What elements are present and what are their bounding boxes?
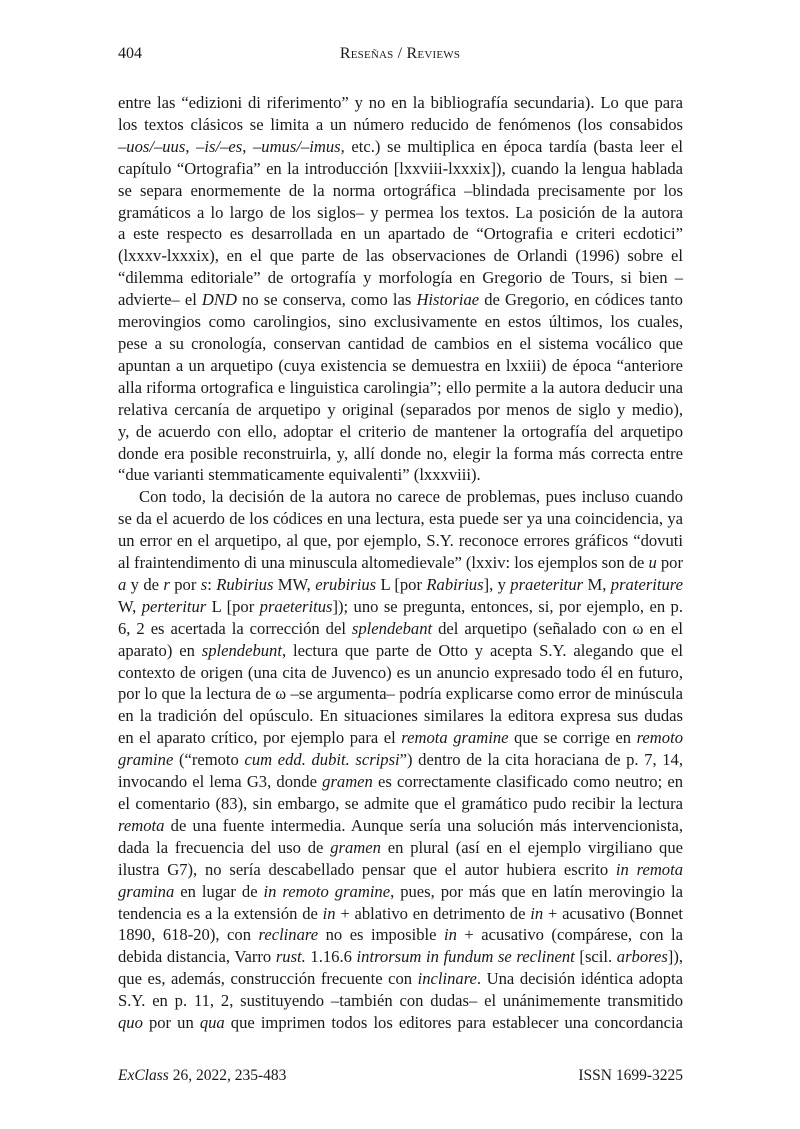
text-line xyxy=(118,333,683,355)
text-line xyxy=(118,1012,683,1034)
text: Con todo, la decisión de la autora no carece de problemas, pues incluso cuando xyxy=(139,487,683,507)
text-line xyxy=(118,421,683,443)
text: del arquetipo (señalado con ω en el xyxy=(432,618,683,638)
issn: ISSN 1699-3225 xyxy=(578,1067,683,1084)
paragraph xyxy=(118,92,683,486)
italic-text: in xyxy=(443,925,457,945)
text: no es imposible xyxy=(318,925,444,945)
text: gramáticos a lo largo de los siglos– y permea los textos. La posición de la autora xyxy=(118,202,683,222)
text-line xyxy=(118,508,683,530)
text-line xyxy=(118,443,683,465)
text: por xyxy=(656,553,683,573)
italic-text: r xyxy=(163,574,170,594)
text: dada la frecuencia del uso de xyxy=(118,837,331,857)
text: + ablativo en detrimento de xyxy=(335,903,531,923)
text: ]); uno se pregunta, entonces, si, por ejemplo, en p. xyxy=(332,596,683,616)
text: (“remoto xyxy=(173,750,245,770)
italic-text: Rubirius xyxy=(216,574,274,594)
italic-text: –umus/–imus, xyxy=(252,136,345,156)
text: “due varianti stemmaticamente equivalenti” (lxxxviii). xyxy=(118,465,481,485)
text: entre las “edizioni di riferimento” y no en la bibliografía secundaria). Lo que para xyxy=(118,93,683,112)
text: contexto de origen (una cita de Juvenco) es un anuncio expresado todo él en futuro, xyxy=(118,662,683,682)
text: “dilemma editoriale” de ortografía y morfología en Gregorio de Tours, si bien – xyxy=(118,268,683,288)
text: W, xyxy=(118,596,142,616)
text-line xyxy=(118,114,683,136)
text: debida distancia, Varro xyxy=(118,947,276,967)
text: tendencia es a la extensión de xyxy=(118,903,323,923)
italic-text: in remoto gramine xyxy=(263,881,391,901)
italic-text: Rabirius xyxy=(426,574,484,594)
text: se da el acuerdo de los códices en una lectura, esta puede ser ya una coincidencia, ya xyxy=(118,509,683,529)
italic-text: remota xyxy=(118,815,165,835)
journal-volume: 26, 2022, 235-483 xyxy=(168,1067,287,1084)
italic-text: splendebunt xyxy=(201,640,282,660)
text: [scil. xyxy=(574,947,617,967)
italic-text: qua xyxy=(199,1013,225,1033)
text: un error en el arquetipo, al que, por ejemplo, S.Y. reconoce errores gráficos “dovuti xyxy=(118,531,683,551)
page-number: 404 xyxy=(118,45,142,62)
italic-text: cum edd. dubit. scripsi xyxy=(244,750,400,770)
text-line xyxy=(118,267,683,289)
italic-text: remoto xyxy=(636,728,683,748)
text-line xyxy=(118,245,683,267)
text: etc.) se multiplica en época tardía (basta leer el xyxy=(344,136,684,156)
text: en lugar de xyxy=(174,881,264,901)
text: apuntan a un arquetipo (cuya existencia se demuestra en lxxiii) de época “anteriore xyxy=(118,355,683,375)
text: donde era posible reconstruirla, y, allí donde no, elegir la forma más correcta entre xyxy=(118,443,683,463)
text: ”) dentro de la cita horaciana de p. 7, 14, xyxy=(399,750,683,770)
text: advierte– el xyxy=(118,290,202,310)
text: + acusativo (compárese, con la xyxy=(456,925,683,945)
italic-text: quo xyxy=(118,1013,143,1033)
running-title: Reseñas / Reviews xyxy=(339,45,461,62)
text: MW, xyxy=(273,574,316,594)
text-line xyxy=(118,837,683,859)
text-line xyxy=(118,727,683,749)
italic-text: –is/–es xyxy=(196,136,243,156)
text-line xyxy=(118,793,683,815)
text-line xyxy=(118,92,683,114)
text: . Una decisión idéntica adopta xyxy=(476,969,683,989)
journal-citation xyxy=(118,1067,286,1085)
text: pese a su cronología, conservan cantidad de cambios en el sistema vocálico que xyxy=(118,333,683,353)
text-line xyxy=(118,399,683,421)
text: y de xyxy=(126,574,164,594)
text: ]), xyxy=(667,947,683,967)
text: en plural (así en el ejemplo virgiliano que xyxy=(380,837,684,857)
text-line xyxy=(118,771,683,793)
text: de una fuente intermedia. Aunque sería una solución más intervencionista, xyxy=(164,815,683,835)
text: el comentario (83), sin embargo, se admite que el gramático pudo recibir la lectura xyxy=(118,794,683,813)
italic-text: inclinare xyxy=(417,969,477,989)
text-line xyxy=(118,749,683,771)
text: ilustra G7), no sería descabellado pensar que el autor hubiera escrito xyxy=(118,859,616,879)
text: , pues, por más que en latín merovingio la xyxy=(390,881,683,901)
text: capítulo “Ortografia” en la introducción [lxxviii-lxxxix]), cuando la lengua hablada xyxy=(118,158,683,178)
text: a este respecto es desarrollada en un apartado de “Ortografia e criteri ecdotici” xyxy=(118,224,683,244)
text: alla riforma ortografica e linguistica carolingia”; ello permite a la autora deducir una xyxy=(118,377,683,397)
text-line xyxy=(118,683,683,705)
italic-text: splendebant xyxy=(351,618,433,638)
text-line xyxy=(118,903,683,925)
italic-text: in xyxy=(322,903,336,923)
italic-text: reclinare xyxy=(258,925,319,945)
text: es correctamente clasificado como neutro; en xyxy=(372,772,683,792)
text: por un xyxy=(142,1013,200,1033)
text-line xyxy=(118,815,683,837)
text-line xyxy=(118,946,683,968)
text: no se conserva, como las xyxy=(236,290,417,310)
text: , lectura que parte de Otto y acepta S.Y. alegando que el xyxy=(281,640,683,660)
text-line xyxy=(118,552,683,574)
text: invocando el lema G3, donde xyxy=(118,772,323,792)
text: y, de acuerdo con ello, adoptar el criterio de mantener la ortografía del arquetipo xyxy=(118,421,683,441)
text-line xyxy=(118,881,683,903)
text: en el aparato crítico, por ejemplo para el xyxy=(118,728,402,748)
text: 1.16.6 xyxy=(305,947,357,967)
text: + acusativo (Bonnet xyxy=(543,903,683,923)
text-line xyxy=(118,377,683,399)
text: 6, 2 es acertada la corrección del xyxy=(118,618,352,638)
text-line xyxy=(118,311,683,333)
italic-text: u xyxy=(648,553,657,573)
italic-text: Historiae xyxy=(416,290,480,310)
text: aparato) en xyxy=(118,640,202,660)
text: L [por xyxy=(376,574,427,594)
text: de Gregorio, en códices tanto xyxy=(479,290,683,310)
text: merovingios como carolingios, sino exclusivamente en estos últimos, los cuales, xyxy=(118,312,683,332)
text: se separa enormemente de la norma ortográfica –blindada precisamente por los xyxy=(118,180,683,200)
text: que es, además, construcción frecuente con xyxy=(118,969,418,989)
text: 1890, 618-20), con xyxy=(118,925,259,945)
italic-text: introrsum in fundum se reclinent xyxy=(356,947,575,967)
text-line xyxy=(118,968,683,990)
italic-text: perteritur xyxy=(141,596,207,616)
italic-text: a xyxy=(118,574,127,594)
text: relativa cercanía de arquetipo y original (separados por menos de siglo y medio), xyxy=(118,399,683,419)
text: por lo que la lectura de ω –se argumenta– podría explicarse como error de minúscula xyxy=(118,684,683,704)
italic-text: remota gramine xyxy=(401,728,509,748)
text-line xyxy=(118,355,683,377)
italic-text: in remota xyxy=(615,859,684,879)
body-text xyxy=(118,92,683,1034)
italic-text: praeteritur xyxy=(510,574,584,594)
text: al fraintendimento di una minuscula altomedievale” (lxxiv: los ejemplos son de xyxy=(118,553,649,573)
text-line xyxy=(118,180,683,202)
text-line xyxy=(118,464,683,486)
text: que imprimen todos los editores para establecer una concordancia xyxy=(224,1013,683,1033)
text: por xyxy=(169,574,201,594)
text: los textos clásicos se limita a un número reducido de fenómenos (los consabidos xyxy=(118,114,683,134)
italic-text: DND xyxy=(201,290,237,310)
paragraph xyxy=(118,486,683,1034)
text-line xyxy=(118,640,683,662)
text: que se corrige en xyxy=(508,728,637,748)
text: M, xyxy=(583,574,611,594)
text: , xyxy=(185,136,197,156)
italic-text: gramen xyxy=(330,837,381,857)
text: , xyxy=(242,136,253,156)
text-line xyxy=(118,574,683,596)
italic-text: arbores xyxy=(616,947,668,967)
text: : xyxy=(207,574,217,594)
italic-text: s xyxy=(200,574,208,594)
text-line xyxy=(118,924,683,946)
italic-text: rust. xyxy=(275,947,306,967)
text-line xyxy=(118,158,683,180)
text: L [por xyxy=(206,596,260,616)
text-line xyxy=(118,289,683,311)
italic-text: prateriture xyxy=(610,574,684,594)
text-line xyxy=(118,990,683,1012)
journal-name: ExClass xyxy=(118,1067,169,1084)
text-line xyxy=(118,662,683,684)
italic-text: praeteritus xyxy=(259,596,333,616)
text-line xyxy=(118,596,683,618)
italic-text: gramina xyxy=(118,881,175,901)
text: (lxxxv-lxxxix), en el que parte de las observaciones de Orlandi (1996) sobre el xyxy=(118,246,683,266)
text-line xyxy=(118,859,683,881)
italic-text: gramen xyxy=(322,772,373,792)
text: en la tradición del opúsculo. En situaciones similares la editora expresa sus dudas xyxy=(118,706,683,726)
text-line xyxy=(118,618,683,640)
italic-text: gramine xyxy=(118,750,174,770)
text-line xyxy=(118,202,683,224)
italic-text: erubirius xyxy=(315,574,377,594)
text-line xyxy=(118,223,683,245)
text-line xyxy=(118,136,683,158)
text: ], y xyxy=(483,574,511,594)
text: S.Y. en p. 11, 2, sustituyendo –también con dudas– el unánimemente transmitido xyxy=(118,991,683,1011)
italic-text: in xyxy=(530,903,544,923)
text-line xyxy=(118,530,683,552)
text-line xyxy=(118,486,683,508)
text-line xyxy=(118,705,683,727)
italic-text: –uos/–uus xyxy=(118,136,186,156)
